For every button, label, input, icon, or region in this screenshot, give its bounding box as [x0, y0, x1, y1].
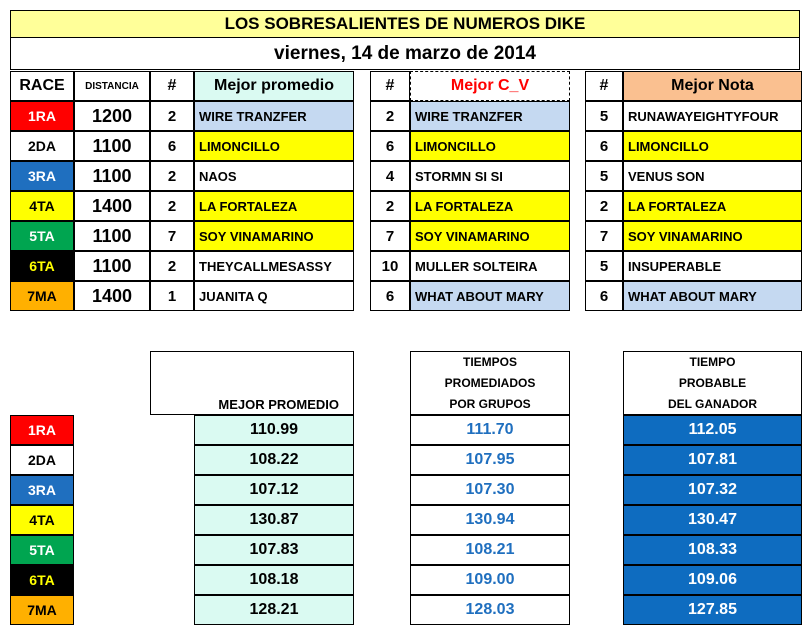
- tiempo-ganador-value: 130.47: [623, 505, 802, 535]
- race-label: 5TA: [10, 221, 74, 251]
- race-label: 3RA: [10, 161, 74, 191]
- header-tiempos-promediados: [410, 351, 570, 415]
- nota-horse: LA FORTALEZA: [623, 191, 802, 221]
- header-tiempos-line3: POR GRUPOS: [449, 396, 531, 411]
- race-label: 7MA: [10, 281, 74, 311]
- cv-number: 6: [370, 281, 410, 311]
- nota-number: 7: [585, 221, 623, 251]
- cv-horse: SOY VINAMARINO: [410, 221, 570, 251]
- cv-number: 4: [370, 161, 410, 191]
- distancia-value: 1200: [74, 101, 150, 131]
- cv-number: 6: [370, 131, 410, 161]
- promedio-number: 1: [150, 281, 194, 311]
- distancia-value: 1100: [74, 251, 150, 281]
- tiempo-ganador-value: 107.32: [623, 475, 802, 505]
- promedio-number: 2: [150, 161, 194, 191]
- header-hash-promedio: #: [150, 71, 194, 101]
- header-hash-nota: #: [585, 71, 623, 101]
- tiempo-ganador-value: 127.85: [623, 595, 802, 625]
- promedio-number: 7: [150, 221, 194, 251]
- sheet-date: viernes, 14 de marzo de 2014: [10, 38, 800, 70]
- nota-number: 5: [585, 251, 623, 281]
- header-mejor-nota: Mejor Nota: [623, 71, 802, 101]
- distancia-value: 1100: [74, 131, 150, 161]
- promedio-number: 2: [150, 101, 194, 131]
- header-bottom-mejor-promedio-label: MEJOR PROMEDIO: [218, 397, 339, 412]
- nota-number: 5: [585, 101, 623, 131]
- sheet-title: LOS SOBRESALIENTES DE NUMEROS DIKE: [10, 10, 800, 38]
- bottom-race-label: 6TA: [10, 565, 74, 595]
- cv-number: 7: [370, 221, 410, 251]
- nota-number: 6: [585, 281, 623, 311]
- race-label: 1RA: [10, 101, 74, 131]
- nota-horse: LIMONCILLO: [623, 131, 802, 161]
- promedio-number: 6: [150, 131, 194, 161]
- tiempo-ganador-value: 109.06: [623, 565, 802, 595]
- cv-horse: WIRE TRANZFER: [410, 101, 570, 131]
- distancia-value: 1400: [74, 281, 150, 311]
- cv-number: 2: [370, 191, 410, 221]
- nota-horse: SOY VINAMARINO: [623, 221, 802, 251]
- nota-number: 2: [585, 191, 623, 221]
- bottom-race-label: 5TA: [10, 535, 74, 565]
- tiempo-ganador-value: 108.33: [623, 535, 802, 565]
- nota-horse: VENUS SON: [623, 161, 802, 191]
- tiempo-ganador-value: 112.05: [623, 415, 802, 445]
- mejor-promedio-value: 128.21: [194, 595, 354, 625]
- tiempos-grupos-value: 109.00: [410, 565, 570, 595]
- nota-number: 5: [585, 161, 623, 191]
- promedio-horse: THEYCALLMESASSY: [194, 251, 354, 281]
- promedio-horse: NAOS: [194, 161, 354, 191]
- mejor-promedio-value: 107.12: [194, 475, 354, 505]
- mejor-promedio-value: 130.87: [194, 505, 354, 535]
- tiempos-grupos-value: 108.21: [410, 535, 570, 565]
- bottom-race-label: 1RA: [10, 415, 74, 445]
- nota-horse: INSUPERABLE: [623, 251, 802, 281]
- promedio-horse: SOY VINAMARINO: [194, 221, 354, 251]
- header-tiempo-line1: TIEMPO: [689, 354, 736, 369]
- tiempos-grupos-value: 130.94: [410, 505, 570, 535]
- header-tiempo-line3: DEL GANADOR: [667, 396, 758, 411]
- cv-horse: WHAT ABOUT MARY: [410, 281, 570, 311]
- cv-number: 2: [370, 101, 410, 131]
- nota-number: 6: [585, 131, 623, 161]
- distancia-value: 1100: [74, 221, 150, 251]
- header-tiempo-line2: PROBABLE: [678, 375, 747, 390]
- tiempo-ganador-value: 107.81: [623, 445, 802, 475]
- header-distancia: DISTANCIA: [74, 71, 150, 101]
- header-tiempos-line1: TIEMPOS: [462, 354, 517, 369]
- promedio-number: 2: [150, 251, 194, 281]
- promedio-horse: LA FORTALEZA: [194, 191, 354, 221]
- nota-horse: WHAT ABOUT MARY: [623, 281, 802, 311]
- tiempos-grupos-value: 107.95: [410, 445, 570, 475]
- header-mejor-promedio: Mejor promedio: [194, 71, 354, 101]
- cv-horse: LIMONCILLO: [410, 131, 570, 161]
- cv-horse: STORMN SI SI: [410, 161, 570, 191]
- mejor-promedio-value: 107.83: [194, 535, 354, 565]
- bottom-race-label: 2DA: [10, 445, 74, 475]
- mejor-promedio-value: 108.18: [194, 565, 354, 595]
- header-hash-cv: #: [370, 71, 410, 101]
- promedio-horse: WIRE TRANZFER: [194, 101, 354, 131]
- mejor-promedio-value: 110.99: [194, 415, 354, 445]
- tiempos-grupos-value: 128.03: [410, 595, 570, 625]
- header-tiempos-line2: PROMEDIADOS: [444, 375, 536, 390]
- race-label: 4TA: [10, 191, 74, 221]
- mejor-promedio-value: 108.22: [194, 445, 354, 475]
- bottom-race-label: 3RA: [10, 475, 74, 505]
- header-race: RACE: [10, 71, 74, 101]
- tiempos-grupos-value: 111.70: [410, 415, 570, 445]
- bottom-race-label: 7MA: [10, 595, 74, 625]
- nota-horse: RUNAWAYEIGHTYFOUR: [623, 101, 802, 131]
- bottom-race-label: 4TA: [10, 505, 74, 535]
- header-mejor-cv: Mejor C_V: [410, 71, 570, 101]
- cv-horse: MULLER SOLTEIRA: [410, 251, 570, 281]
- promedio-number: 2: [150, 191, 194, 221]
- race-label: 2DA: [10, 131, 74, 161]
- cv-number: 10: [370, 251, 410, 281]
- race-label: 6TA: [10, 251, 74, 281]
- promedio-horse: JUANITA Q: [194, 281, 354, 311]
- distancia-value: 1400: [74, 191, 150, 221]
- tiempos-grupos-value: 107.30: [410, 475, 570, 505]
- promedio-horse: LIMONCILLO: [194, 131, 354, 161]
- header-bottom-mejor-promedio: [150, 351, 354, 415]
- distancia-value: 1100: [74, 161, 150, 191]
- header-tiempo-probable: [623, 351, 802, 415]
- cv-horse: LA FORTALEZA: [410, 191, 570, 221]
